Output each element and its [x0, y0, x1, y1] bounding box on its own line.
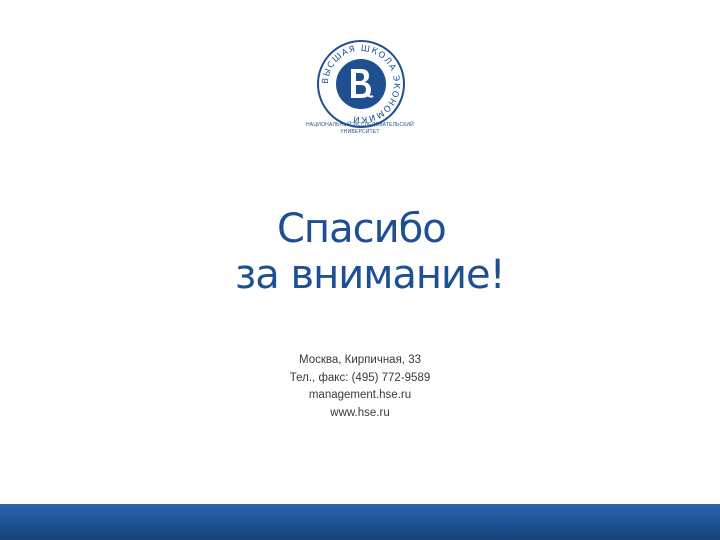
contact-site-management: management.hse.ru	[308, 389, 412, 401]
logo-caption-line2: УНИВЕРСИТЕТ	[340, 129, 380, 135]
logo-caption-line1: НАЦИОНАЛЬНЫЙ ИССЛЕДОВАТЕЛЬСКИЙ	[306, 122, 414, 128]
logo-ring-text: ВЫСШАЯ ШКОЛА ЭКОНОМИКИ	[320, 43, 402, 125]
thanks-title-line1: Спасибо	[277, 206, 446, 252]
footer-bar	[0, 504, 720, 540]
contact-address: Москва, Кирпичная, 33	[299, 354, 421, 366]
hse-logo	[315, 38, 407, 130]
thanks-title-line2: за внимание!	[235, 252, 505, 298]
thanks-title	[235, 206, 535, 298]
contact-block	[260, 352, 460, 422]
contact-phone: Тел., факс: (495) 772-9589	[289, 371, 431, 384]
contact-site-hse: www.hse.ru	[330, 406, 390, 419]
logo-caption	[290, 122, 430, 136]
